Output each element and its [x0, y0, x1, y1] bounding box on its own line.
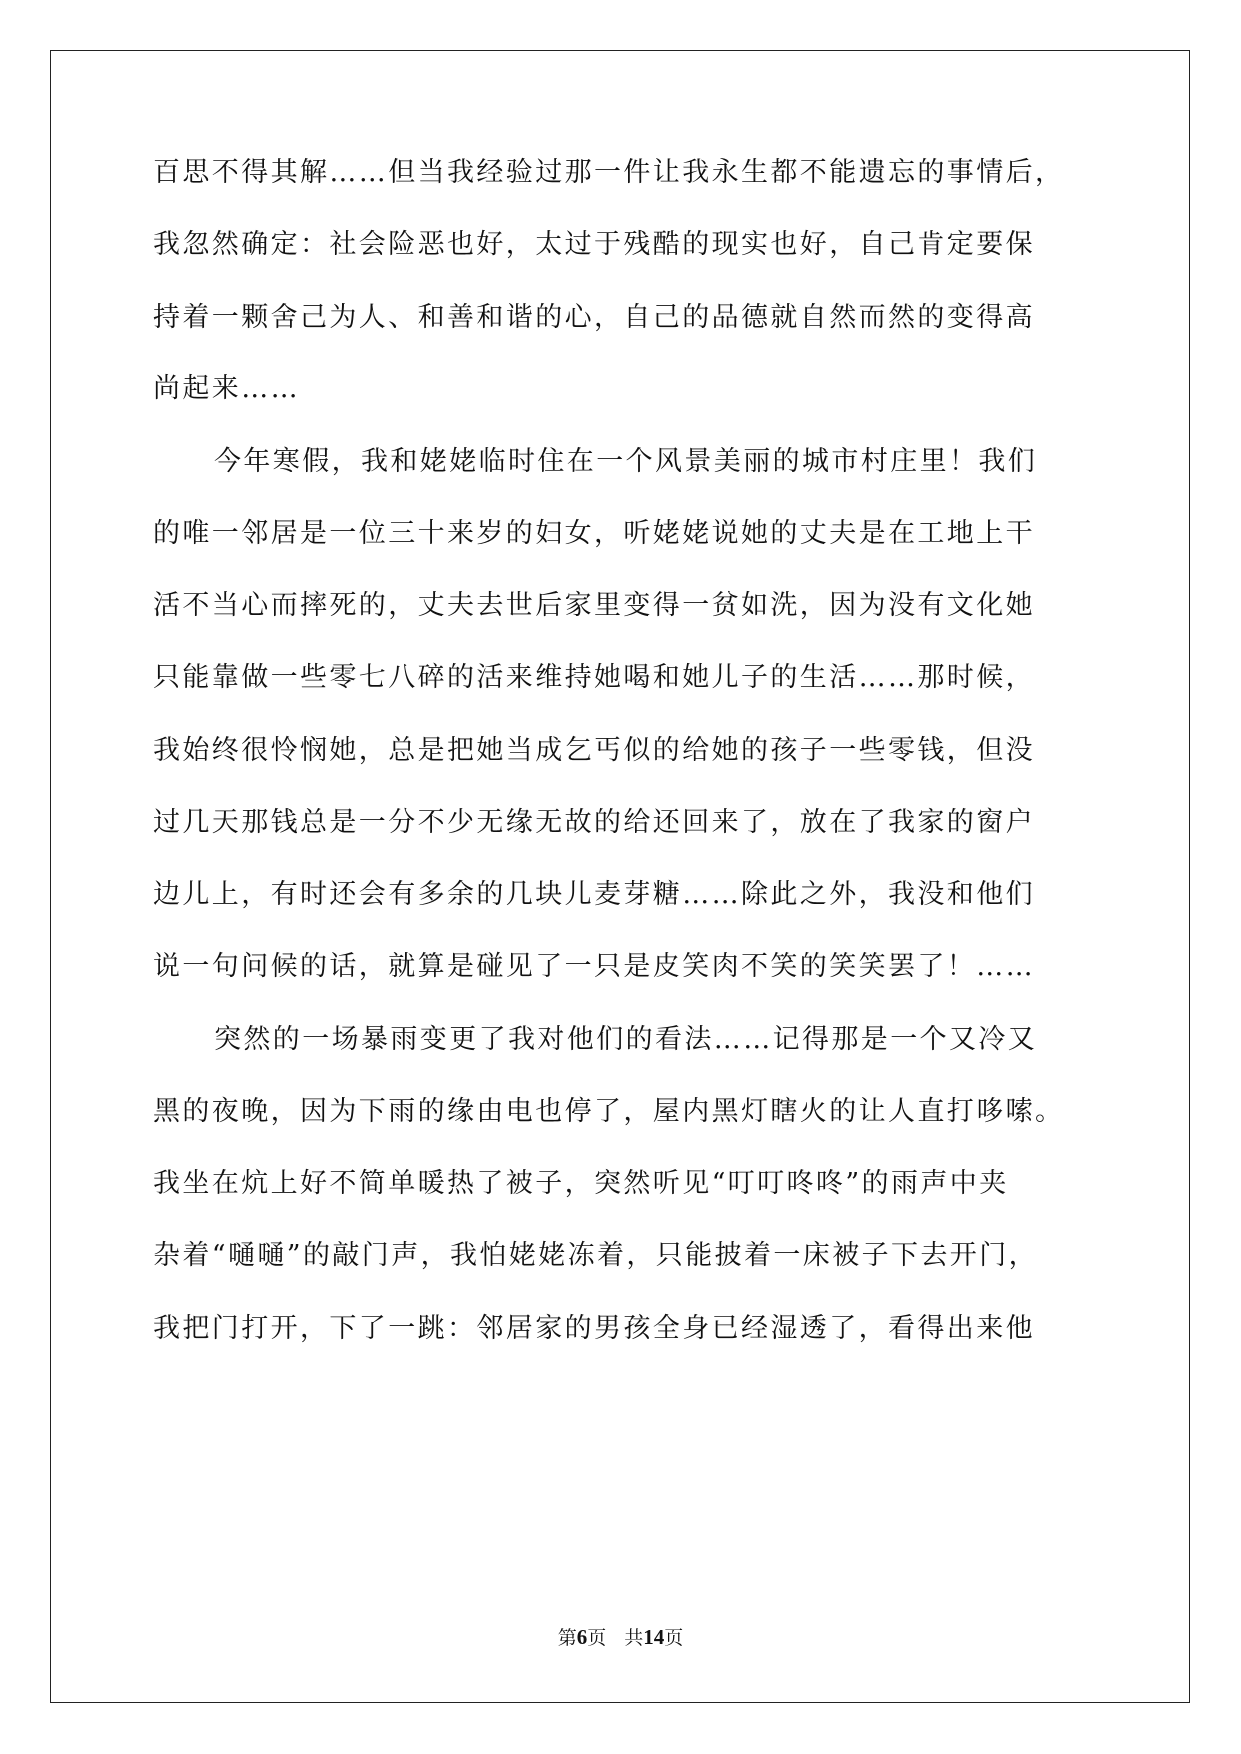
text-line: 持着一颗舍己为人、和善和谐的心，自己的品德就自然而然的变得高: [153, 302, 1035, 333]
text-line: 只能靠做一些零七八碎的活来维持她喝和她儿子的生活……那时候，: [153, 662, 1035, 693]
text-line: 我始终很怜悯她，总是把她当成乞丐似的给她的孩子一些零钱，但没: [153, 735, 1035, 766]
text-line: 过几天那钱总是一分不少无缘无故的给还回来了，放在了我家的窗户: [153, 807, 1035, 838]
total-suffix: 页: [664, 1627, 684, 1649]
page-prefix: 第: [557, 1627, 577, 1649]
text-line: 的唯一邻居是一位三十来岁的妇女，听姥姥说她的丈夫是在工地上干: [153, 518, 1035, 549]
text-line: 边儿上，有时还会有多余的几块儿麦芽糖……除此之外，我没和他们: [153, 879, 1035, 910]
paragraph-start-line: 突然的一场暴雨变更了我对他们的看法……记得那是一个又冷又: [214, 1024, 1038, 1055]
paragraph-start-line: 今年寒假，我和姥姥临时住在一个风景美丽的城市村庄里！我们: [214, 446, 1038, 477]
page-number: 6: [576, 1625, 588, 1649]
page-footer: [0, 1623, 1241, 1650]
text-line: 百思不得其解……但当我经验过那一件让我永生都不能遗忘的事情后，: [153, 157, 1065, 188]
text-line: 活不当心而摔死的，丈夫去世后家里变得一贫如洗，因为没有文化她: [153, 590, 1035, 621]
text-line: 我忽然确定：社会险恶也好，太过于残酷的现实也好，自己肯定要保: [153, 229, 1035, 260]
page-suffix: 页: [587, 1627, 607, 1649]
total-prefix: 共: [624, 1627, 644, 1649]
text-line: 杂着“嗵嗵”的敲门声，我怕姥姥冻着，只能披着一床被子下去开门，: [153, 1240, 1039, 1271]
text-line: 说一句问候的话，就算是碰见了一只是皮笑肉不笑的笑笑罢了！……: [153, 951, 1035, 982]
text-line: 尚起来……: [153, 373, 300, 404]
text-line: 我把门打开，下了一跳：邻居家的男孩全身已经湿透了，看得出来他: [153, 1313, 1035, 1344]
text-line: 黑的夜晚，因为下雨的缘由电也停了，屋内黑灯瞎火的让人直打哆嗦。: [153, 1096, 1065, 1127]
text-line: 我坐在炕上好不简单暖热了被子，突然听见“叮叮咚咚”的雨声中夹: [153, 1168, 1009, 1199]
total-pages: 14: [643, 1625, 665, 1649]
